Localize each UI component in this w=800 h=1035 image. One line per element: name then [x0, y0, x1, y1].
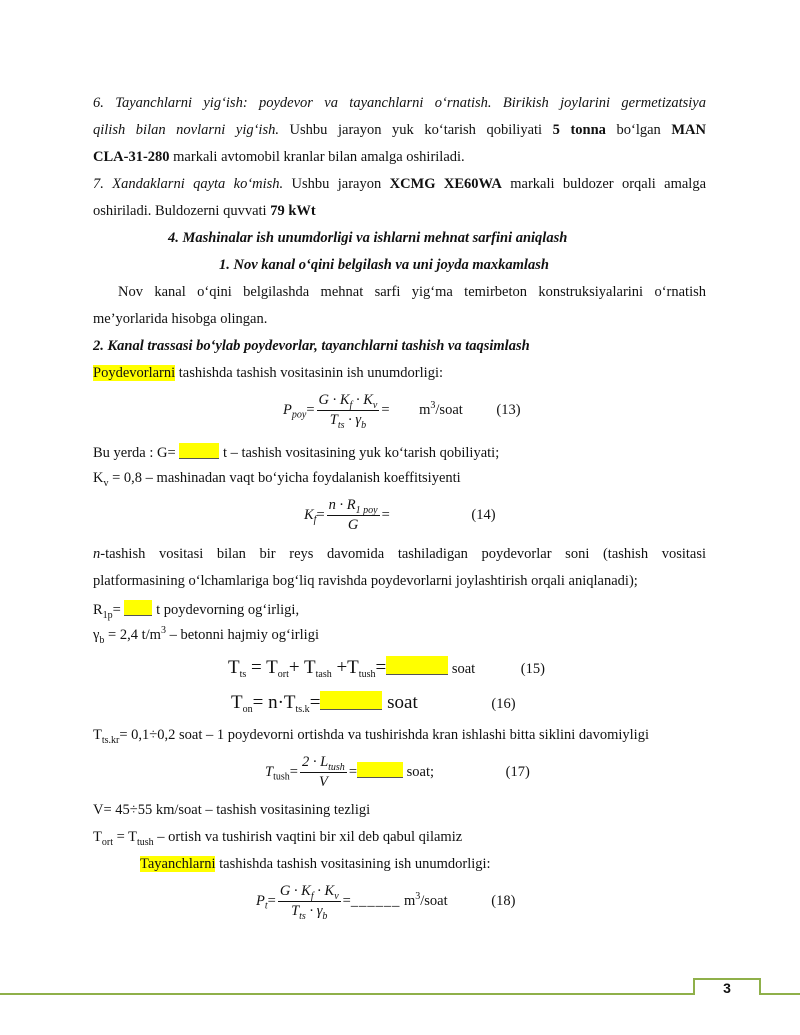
eq-sign: =	[316, 506, 325, 523]
numerator	[300, 754, 347, 773]
text: = 0,8 – mashinadan vaqt bo‘yicha foydalanish koeffitsiyenti	[108, 470, 461, 486]
blank-dashes: ______	[350, 892, 401, 909]
eq-subscript: ts	[337, 419, 345, 431]
n-line-1	[93, 546, 706, 563]
subscript: ts.kr	[101, 734, 120, 746]
highlighted-word: Poydevorlarni	[93, 365, 176, 381]
footer-rule-left	[0, 993, 693, 995]
paragraph-nov-line-1: Nov kanal o‘qini belgilashda mehnat sarfi yig‘ma temirbeton konstruksiyalarini o‘rnatish	[118, 284, 706, 300]
eq-subscript: tush	[328, 761, 345, 773]
text: = 0,1÷0,2 soat – 1 poydevorni ortishda va tushirishda kran ishlashi bitta siklini davomiyligi	[119, 727, 649, 743]
denominator	[289, 902, 329, 920]
unit: soat;	[403, 763, 435, 780]
numerator	[327, 497, 380, 516]
eq-symbol: P	[283, 401, 292, 418]
eq-text: · γ	[305, 903, 323, 919]
blank-field	[386, 656, 448, 675]
equation-16	[231, 691, 516, 714]
eq-text: T	[231, 692, 243, 713]
unit: /soat	[435, 401, 463, 418]
subscript: v	[103, 477, 109, 489]
eq-subscript: ts.k	[295, 703, 310, 715]
eq-text: G · K	[318, 392, 350, 408]
subheading-2: 2. Kanal trassasi bo‘ylab poydevorlar, tayanchlarni tashish va taqsimlash	[93, 338, 530, 354]
equation-number: (18)	[491, 892, 516, 909]
poydevor-intro	[93, 365, 706, 382]
eq-text: · γ	[344, 412, 362, 428]
kv-line	[93, 470, 706, 487]
eq-subscript: tush	[273, 771, 290, 783]
r1-line	[93, 600, 706, 619]
text: t – tashish vositasining yuk ko‘tarish qobiliyati;	[219, 445, 500, 461]
fraction	[300, 754, 347, 791]
subscript: ort	[101, 836, 113, 848]
eq-subscript: f	[310, 890, 314, 902]
eq-subscript: b	[361, 419, 367, 431]
eq-subscript: ts	[299, 910, 306, 922]
eq-subscript: b	[322, 910, 328, 922]
paragraph-6-line-3	[93, 149, 706, 166]
text: bo‘lgan	[605, 122, 672, 138]
text: R	[93, 602, 103, 618]
subscript: tush	[137, 836, 154, 848]
fraction	[278, 883, 341, 920]
tayanch-intro	[140, 856, 706, 873]
fraction	[317, 392, 380, 429]
eq-text: · K	[352, 392, 373, 408]
numerator	[278, 883, 341, 902]
equation-number: (16)	[491, 696, 516, 712]
fraction	[327, 497, 380, 534]
text: tashishda tashish vositasining ish unumdorligi:	[215, 856, 491, 872]
text: K	[93, 470, 104, 486]
footer-rule-right	[759, 993, 800, 995]
denominator	[328, 411, 368, 429]
numerator	[317, 392, 380, 411]
blank-field	[357, 762, 403, 778]
eq-sign: =	[267, 892, 276, 909]
equation-number: (15)	[520, 661, 545, 677]
text: T	[93, 829, 102, 845]
subscript: 1p	[102, 609, 113, 621]
eq-subscript: on	[242, 703, 253, 715]
unit-sup: 3	[430, 400, 436, 411]
text: oshiriladi. Buldozerni quvvati	[93, 203, 271, 219]
text-bold: 79 kWt	[270, 203, 316, 219]
unit: m	[400, 892, 416, 909]
tk-line	[93, 727, 706, 744]
eq-subscript: v	[334, 890, 339, 902]
eq-sign: =	[381, 506, 390, 523]
text-bold: CLA-31-280	[93, 149, 170, 165]
eq-subscript: f	[313, 514, 317, 526]
denominator: V	[318, 774, 328, 790]
text: Bu yerda : G=	[93, 445, 180, 461]
eq-subscript: v	[372, 399, 378, 411]
unit: m	[419, 401, 431, 418]
text-bold: 5 tonna	[552, 122, 606, 138]
text-bold: XCMG XE60WA	[389, 176, 502, 192]
equation-13	[283, 392, 521, 429]
eq-sign: =	[309, 692, 321, 713]
eq-text: · K	[313, 883, 335, 899]
eq-sign: =	[348, 763, 357, 780]
text-italic: n	[93, 546, 101, 562]
eq-sign: =	[375, 657, 387, 678]
section-heading-4: 4. Mashinalar ish unumdorligi va ishlarni mehnat sarfini aniqlash	[168, 230, 568, 246]
eq-sign: =	[381, 401, 390, 418]
eq-subscript: tash	[315, 668, 332, 680]
eq-symbol: T	[265, 763, 274, 780]
eq-text: n · R	[328, 497, 356, 513]
text: – betonni hajmiy og‘irligi	[165, 627, 319, 643]
eq-subscript: 1 poy	[355, 504, 378, 516]
equation-number: (14)	[471, 506, 496, 523]
text: markali buldozer orqali amalga	[501, 176, 707, 192]
text: γ	[93, 627, 100, 643]
paragraph-6-line-2	[93, 122, 706, 139]
text: markali avtomobil kranlar bilan amalga oshiriladi.	[169, 149, 465, 165]
eq-subscript: f	[349, 399, 353, 411]
paragraph-6-line-1: 6. Tayanchlarni yig‘ish: poydevor va tayanchlarni o‘rnatish. Birikish joylarini germetizatsiya	[93, 95, 706, 111]
text: Ushbu jarayon	[283, 176, 390, 192]
equation-18	[256, 883, 515, 920]
bu-yerda-line	[93, 443, 706, 462]
eq-text: + T	[288, 657, 316, 678]
blank-field	[320, 691, 382, 710]
unit: soat	[382, 692, 418, 713]
text: = 2,4 t/m	[104, 627, 161, 643]
blank-field	[124, 600, 152, 616]
eq-subscript: ts	[239, 668, 247, 680]
eq-symbol: P	[256, 892, 265, 909]
eq-sign: =	[342, 892, 351, 909]
eq-text: +T	[331, 657, 359, 678]
eq-text: = n·T	[252, 692, 296, 713]
text-italic: qilish bilan novlarni yig‘ish.	[93, 122, 279, 138]
eq-text: T	[291, 903, 300, 919]
denominator: G	[347, 517, 359, 533]
text-italic: 7. Xandaklarni qayta ko‘mish.	[93, 176, 284, 192]
eq-text: G · K	[279, 883, 311, 899]
unit-sup: 3	[415, 891, 421, 902]
eq-text: = T	[246, 657, 278, 678]
eq-text: 2 · L	[301, 754, 329, 770]
text: – ortish va tushirish vaqtini bir xil deb qabul qilamiz	[153, 829, 463, 845]
text: tashishda tashish vositasinin ish unumdorligi:	[175, 365, 444, 381]
equation-14	[304, 497, 496, 534]
eq-subscript: t	[264, 900, 268, 912]
paragraph-7-line-1	[93, 176, 706, 193]
eq-subscript: tush	[358, 668, 376, 680]
paragraph-nov-line-2: me’yorlarida hisobga olingan.	[93, 311, 268, 327]
unit: /soat	[420, 892, 448, 909]
text: = T	[112, 829, 137, 845]
text-bold: MAN	[671, 122, 706, 138]
text: =	[112, 602, 125, 618]
eq-text: T	[329, 412, 338, 428]
tort-line	[93, 829, 706, 846]
highlighted-word: Tayanchlarni	[140, 856, 216, 872]
eq-subscript: ort	[277, 668, 289, 680]
equation-number: (17)	[505, 763, 530, 780]
eq-symbol: K	[304, 506, 314, 523]
eq-text: T	[228, 657, 240, 678]
text: Ushbu jarayon yuk ko‘tarish qobiliyati	[278, 122, 553, 138]
text: T	[93, 727, 102, 743]
blank-field	[179, 443, 219, 459]
paragraph-7-line-2	[93, 203, 706, 220]
v-line: V= 45÷55 km/soat – tashish vositasining tezligi	[93, 802, 371, 818]
text: t poydevorning og‘irligi,	[152, 602, 300, 618]
page-number: 3	[693, 978, 761, 995]
text: -tashish vositasi bilan bir reys davomida tashiladigan poydevorlar soni (tashish vositasi	[100, 546, 706, 562]
eq-subscript: poy	[291, 409, 307, 421]
subheading-1: 1. Nov kanal o‘qini belgilash va uni joyda maxkamlash	[219, 257, 549, 273]
superscript: 3	[160, 625, 166, 637]
gamma-line	[93, 627, 706, 644]
eq-sign: =	[289, 763, 298, 780]
subscript: b	[99, 634, 105, 646]
equation-number: (13)	[496, 401, 521, 418]
eq-sign: =	[306, 401, 315, 418]
n-line-2: platformasining o‘lchamlariga bog‘liq ravishda poydevorlarni joylashtirish orqali aniqlanadi);	[93, 573, 638, 589]
equation-15	[228, 656, 545, 679]
equation-17	[265, 754, 530, 791]
unit: soat	[448, 661, 476, 677]
